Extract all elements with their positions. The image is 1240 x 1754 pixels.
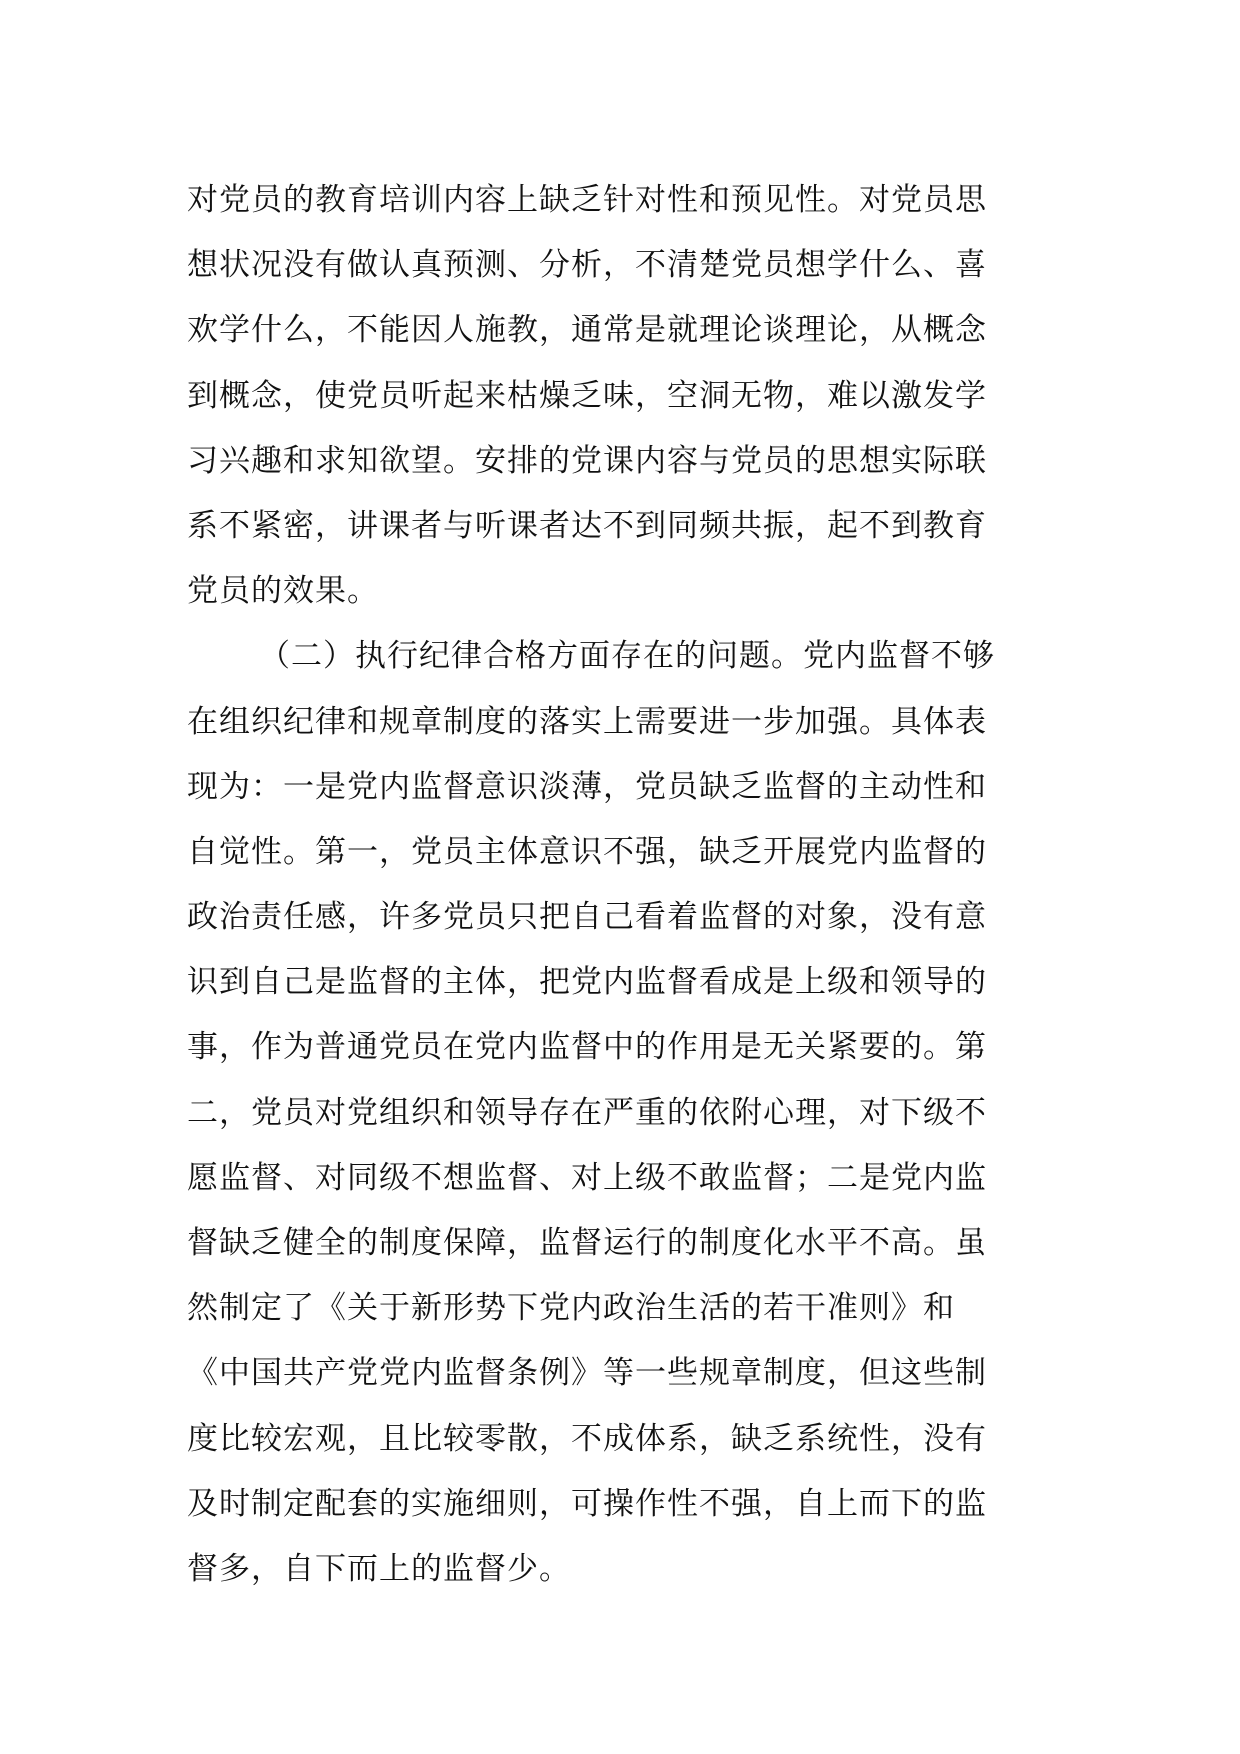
text-line: 系不紧密，讲课者与听课者达不到同频共振，起不到教育 bbox=[187, 507, 987, 544]
text-line: 二，党员对党组织和领导存在严重的依附心理，对下级不 bbox=[187, 1094, 987, 1131]
text-line: 愿监督、对同级不想监督、对上级不敢监督；二是党内监 bbox=[187, 1159, 987, 1196]
text-line: 自觉性。第一，党员主体意识不强，缺乏开展党内监督的 bbox=[187, 833, 987, 870]
text-line: 对党员的教育培训内容上缺乏针对性和预见性。对党员思 bbox=[187, 182, 987, 218]
text-line: 然制定了《关于新形势下党内政治生活的若干准则》和 bbox=[187, 1290, 955, 1327]
text-line: 到概念，使党员听起来枯燥乏味，空洞无物，难以激发学 bbox=[187, 377, 987, 414]
text-line: 欢学什么，不能因人施教，通常是就理论谈理论，从概念 bbox=[187, 312, 987, 349]
body-text bbox=[187, 168, 1067, 1602]
text-line: 想状况没有做认真预测、分析，不清楚党员想学什么、喜 bbox=[187, 247, 987, 284]
text-line: 党员的效果。 bbox=[187, 573, 379, 610]
text-line: 督多，自下而上的监督少。 bbox=[187, 1550, 571, 1587]
text-line: 政治责任感，许多党员只把自己看着监督的对象，没有意 bbox=[187, 899, 987, 936]
text-line: 习兴趣和求知欲望。安排的党课内容与党员的思想实际联 bbox=[187, 442, 987, 479]
text-line: 及时制定配套的实施细则，可操作性不强，自上而下的监 bbox=[187, 1485, 987, 1522]
text-line: 识到自己是监督的主体，把党内监督看成是上级和领导的 bbox=[187, 964, 987, 1001]
paragraph-discipline-issues bbox=[187, 624, 1067, 1602]
text-line: 现为：一是党内监督意识淡薄，党员缺乏监督的主动性和 bbox=[187, 768, 987, 805]
text-line: 度比较宏观，且比较零散，不成体系，缺乏系统性，没有 bbox=[187, 1420, 987, 1457]
section-heading-line: （二）执行纪律合格方面存在的问题。党内监督不够 bbox=[259, 638, 995, 675]
text-line: 事，作为普通党员在党内监督中的作用是无关紧要的。第 bbox=[187, 1029, 987, 1066]
paragraph-education-training bbox=[187, 168, 1067, 624]
text-line: 在组织纪律和规章制度的落实上需要进一步加强。具体表 bbox=[187, 703, 987, 740]
text-line: 督缺乏健全的制度保障，监督运行的制度化水平不高。虽 bbox=[187, 1225, 987, 1261]
text-line: 《中国共产党党内监督条例》等一些规章制度，但这些制 bbox=[187, 1355, 987, 1392]
